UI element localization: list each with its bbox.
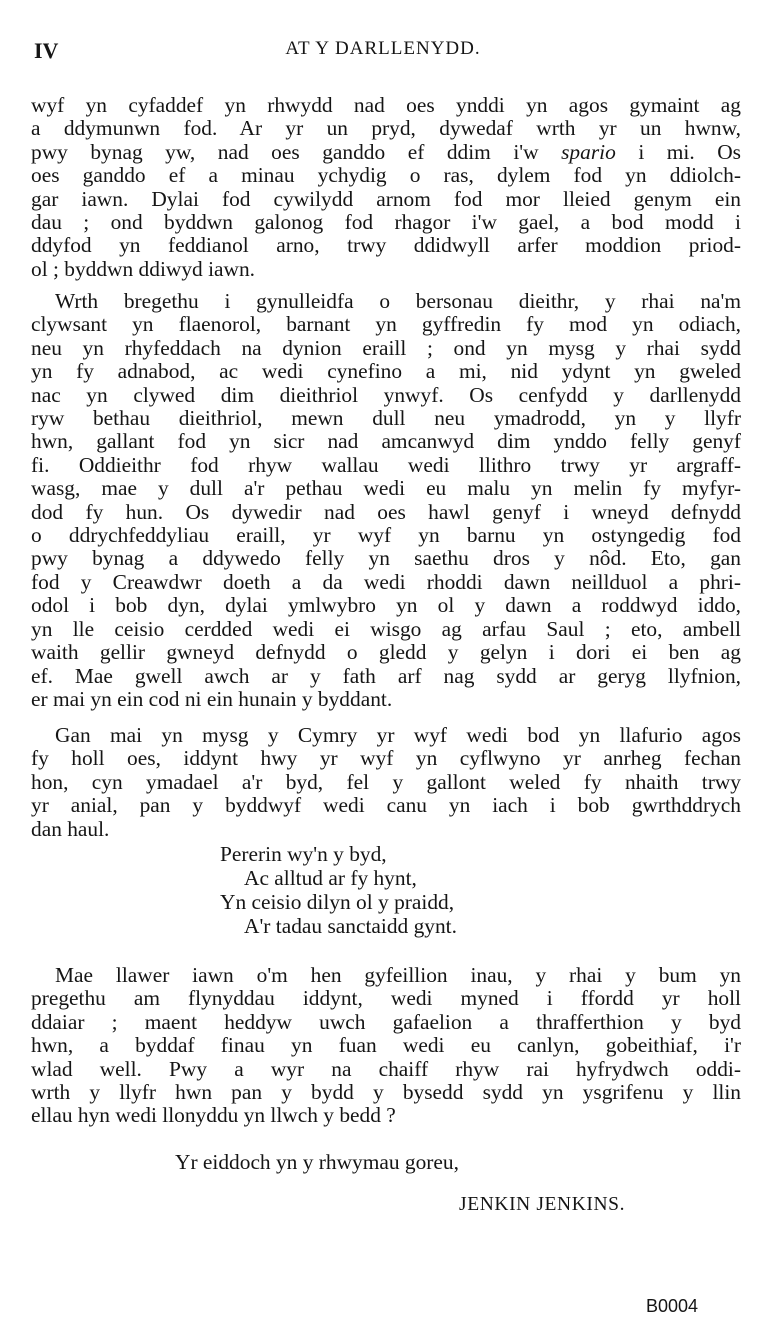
text-line: ol ; byddwn ddiwyd iawn. [31, 256, 255, 281]
text-line: pregethu am flynyddau iddynt, wedi myned i ffordd yr holl [31, 986, 741, 1011]
text-line: dau ; ond byddwn galonog fod rhagor i'w gael, a bod modd i [31, 210, 741, 235]
verse-line: Ac alltud ar fy hynt, [244, 866, 417, 890]
text-line: hon, cyn ymadael a'r byd, fel y gallont weled fy nhaith trwy [31, 769, 741, 794]
paragraph-3 [31, 724, 741, 841]
text-line: neu yn rhyfeddach na dynion eraill ; ond yn mysg y rhai sydd [31, 335, 741, 360]
text-segment: i mi. Os [615, 139, 741, 164]
text-line: ddyfod yn feddianol arno, trwy ddidwyll arfer moddion priod- [31, 233, 741, 258]
text-line: oes ganddo ef a minau ychydig o ras, dylem fod yn ddiolch- [31, 163, 741, 188]
text-line: ryw bethau dieithriol, mewn dull neu ymadrodd, yn y llyfr [31, 406, 741, 431]
text-line: nac yn clywed dim dieithriol ynwyf. Os cenfydd y darllenydd [31, 382, 741, 407]
text-line: fod y Creawdwr doeth a da wedi rhoddi dawn neillduol a phri- [31, 569, 741, 594]
text-line: ellau hyn wedi llonyddu yn llwch y bedd ? [31, 1103, 396, 1128]
text-line: odol i bob dyn, dylai ymlwybro yn ol y dawn a roddwyd iddo, [31, 593, 741, 618]
verse-line: Yn ceisio dilyn ol y praidd, [220, 890, 455, 914]
verse-line: A'r tadau sanctaidd gynt. [244, 914, 457, 938]
text-line: waith gellir gwneyd defnydd o gledd y gelyn i dori ei ben ag [31, 640, 741, 665]
text-line: hwn, gallant fod yn sicr nad amcanwyd dim ynddo felly genyf [31, 429, 741, 454]
page-number: IV [34, 38, 59, 63]
catalog-code: B0004 [646, 1296, 699, 1316]
page-header [0, 0, 766, 80]
author-signature: JENKIN JENKINS. [459, 1194, 626, 1215]
text-line: clywsant yn flaenorol, barnant yn gyffredin fy mod yn odiach, [31, 312, 741, 337]
paragraph-2 [31, 290, 741, 711]
text-line: wyf yn cyfaddef yn rhwydd nad oes ynddi yn agos gymaint ag [31, 93, 741, 117]
text-line: a ddymunwn fod. Ar yr un pryd, dywedaf wrth yr un hwnw, [31, 116, 741, 141]
paragraph-1 [31, 94, 741, 281]
text-line: wrth y llyfr hwn pan y bydd y bysedd sydd yn ysgrifenu y llin [31, 1080, 741, 1105]
text-line: dod fy hun. Os dywedir nad oes hawl genyf i wneyd defnydd [31, 499, 741, 524]
italic-word: spario [561, 139, 616, 164]
text-line: Wrth bregethu i gynulleidfa o bersonau dieithr, y rhai na'm [55, 289, 741, 313]
text-line: yn fy adnabod, ac wedi cynefino a mi, nid ydynt yn gweled [31, 359, 741, 384]
text-line: fy holl oes, iddynt hwy yr wyf yn cyflwyno yr anrheg fechan [31, 746, 741, 771]
text-line: hwn, a byddaf finau yn fuan wedi eu canlyn, gobeithiaf, i'r [31, 1033, 741, 1058]
text-line: wasg, mae y dull a'r pethau wedi eu malu yn melin fy myfyr- [31, 476, 741, 501]
text-line: fi. Oddieithr fod rhyw wallau wedi llithro trwy yr argraff- [31, 452, 741, 477]
text-line: Mae llawer iawn o'm hen gyfeillion inau, y rhai y bum yn [55, 963, 741, 987]
text-line: wlad well. Pwy a wyr na chaiff rhyw rai hyfrydwch oddi- [31, 1056, 741, 1081]
text-line [31, 141, 741, 164]
paragraph-4 [31, 964, 741, 1128]
verse-line: Pererin wy'n y byd, [220, 842, 387, 866]
text-line: er mai yn ein cod ni ein hunain y byddant. [31, 686, 393, 711]
text-line: yn lle ceisio cerdded wedi ei wisgo ag arfau Saul ; eto, ambell [31, 616, 741, 641]
running-title: AT Y DARLLENYDD. [285, 38, 481, 59]
text-segment: pwy bynag yw, nad oes ganddo ef ddim i'w [31, 139, 562, 164]
text-line: Gan mai yn mysg y Cymry yr wyf wedi bod yn llafurio agos [55, 723, 741, 747]
text-line: pwy bynag a ddywedo felly yn saethu dros y nôd. Eto, gan [31, 546, 741, 571]
verse-block [0, 842, 766, 938]
text-line: ddaiar ; maent heddyw uwch gafaelion a thrafferthion y byd [31, 1009, 741, 1034]
text-line: dan haul. [31, 816, 110, 841]
text-line: o ddrychfeddyliau eraill, yr wyf yn barnu yn ostyngedig fod [31, 523, 741, 548]
text-line: yr anial, pan y byddwyf wedi canu yn iach i bob gwrthddrych [31, 793, 741, 818]
closing-line: Yr eiddoch yn y rhwymau goreu, [175, 1150, 459, 1174]
text-line: ef. Mae gwell awch ar y fath arf nag sydd ar geryg llyfnion, [31, 663, 741, 688]
text-line: gar iawn. Dylai fod cywilydd arnom fod mor lleied genym ein [31, 186, 741, 211]
